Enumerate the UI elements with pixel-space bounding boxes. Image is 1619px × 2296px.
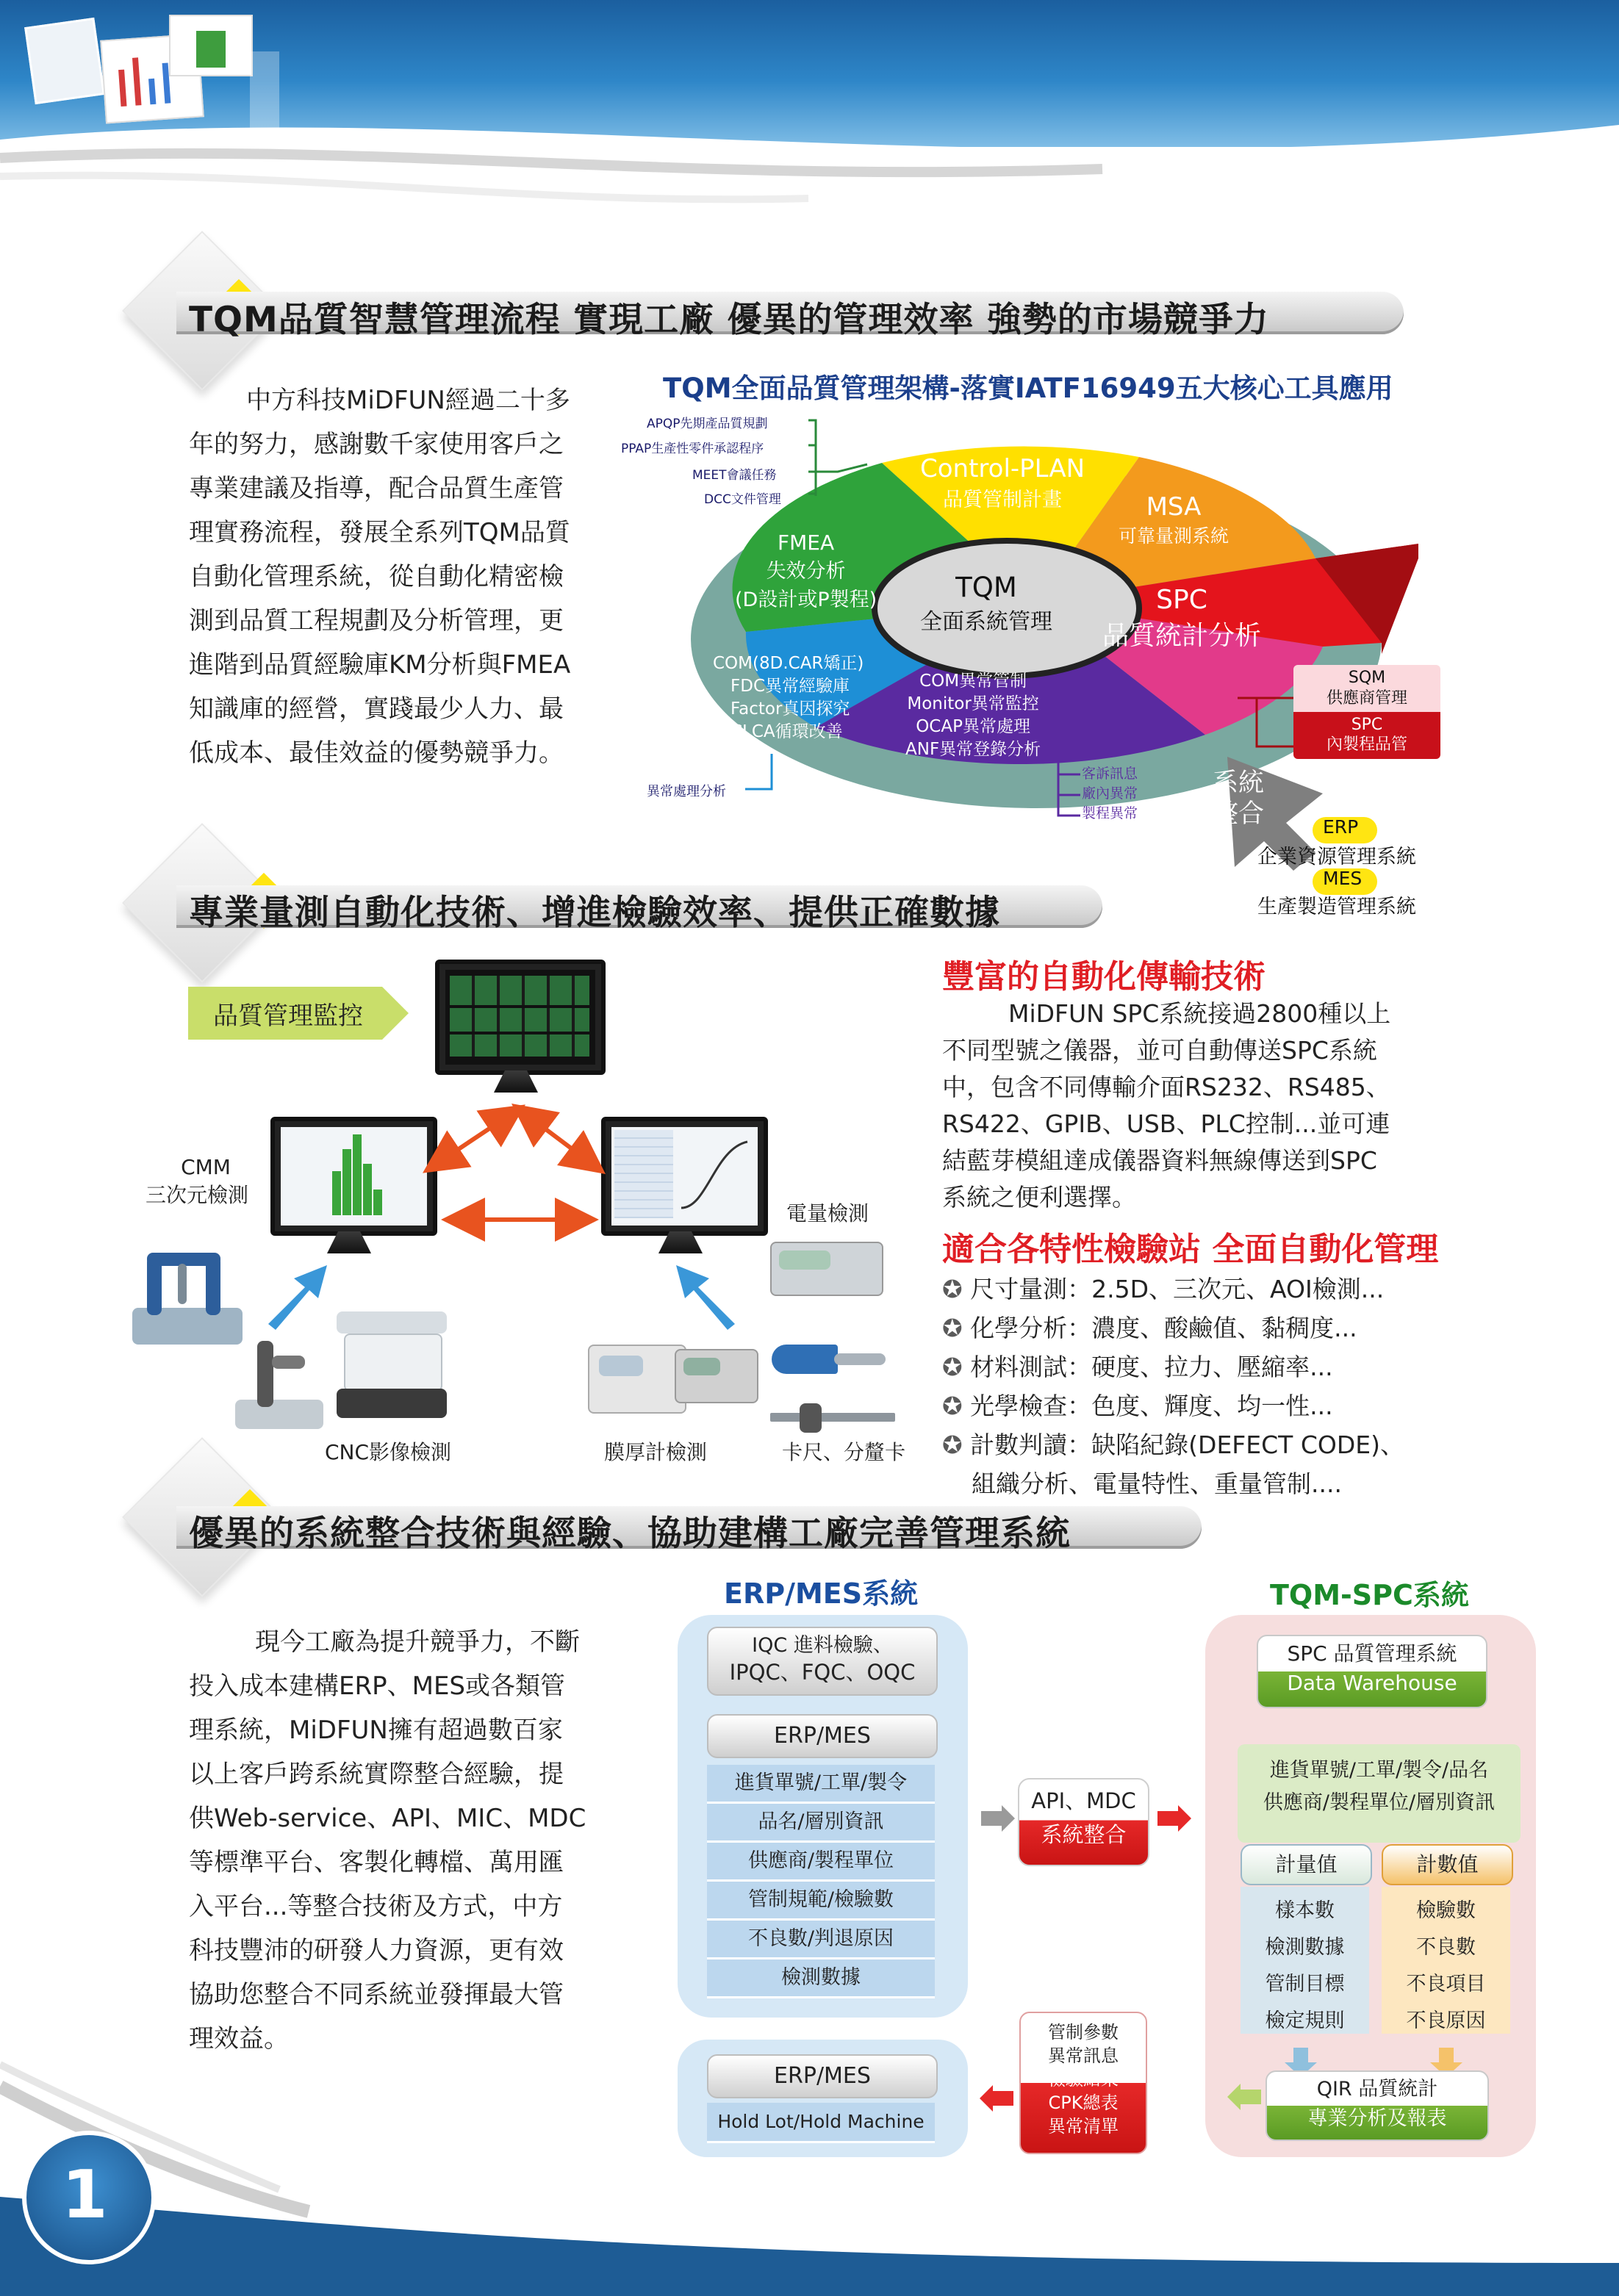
callout-lines-left bbox=[779, 411, 889, 507]
monitor-quality bbox=[435, 960, 606, 1075]
msa-sub: 可靠量測系統 bbox=[1119, 525, 1229, 547]
intro3-line: 入平台...等整合技術及方式，中方 bbox=[189, 1892, 563, 1921]
callout-complaint bbox=[1082, 764, 1138, 824]
film-label: 膜厚計檢測 bbox=[604, 1440, 708, 1464]
mes-desc: 生產製造管理系統 bbox=[1257, 896, 1416, 918]
callout-meet: MEET會議任務 bbox=[692, 468, 777, 483]
tqm-diagram-title: TQM全面品質管理架構-落實IATF16949五大核心工具應用 bbox=[663, 373, 1393, 404]
monitor-film-screen bbox=[611, 1127, 758, 1226]
section1-heading-highlight: TQM bbox=[189, 300, 279, 340]
callout-line-complaint bbox=[1029, 735, 1088, 830]
intro3-line: 供Web-service、API、MIC、MDC bbox=[189, 1804, 586, 1833]
complaint-line: 製程異常 bbox=[1082, 805, 1138, 821]
erp-row: 進貨單號/工單/製令 bbox=[707, 1765, 935, 1804]
transfer-line: RS422、GPIB、USB、PLC控制...並可連 bbox=[942, 1109, 1390, 1138]
section3-intro bbox=[189, 1620, 586, 2061]
arrow-erp-to-api bbox=[980, 1804, 1016, 1833]
attribute-row: 不良項目 bbox=[1406, 1973, 1486, 1995]
intro-line: 理實務流程，發展全系列TQM品質 bbox=[189, 518, 570, 547]
bullet-item bbox=[942, 1309, 1404, 1347]
section2-heading-text: 量測自動化技術、增進檢驗效率、提供正確數據 bbox=[259, 893, 1000, 933]
erp-row: 供應商/製程單位 bbox=[707, 1843, 935, 1882]
transfer-line: MiDFUN SPC系統接過2800種以上 bbox=[1008, 999, 1391, 1028]
info-line: 供應商/製程單位/層別資訊 bbox=[1263, 1791, 1496, 1814]
star-icon: ✪ bbox=[942, 1392, 963, 1420]
complaint-line: 廠內異常 bbox=[1082, 785, 1138, 802]
cnc-vision-image bbox=[329, 1304, 454, 1422]
caliper-image bbox=[770, 1400, 895, 1436]
section3-heading-text: 的系統整合技術與經驗、協助建構工廠完善管理系統 bbox=[259, 1514, 1071, 1554]
cmm-sub: 三次元檢測 bbox=[146, 1183, 249, 1207]
pie-label-com-purple bbox=[905, 670, 1041, 761]
spc-dw-title: SPC 品質管理系統 bbox=[1287, 1641, 1457, 1666]
section1-intro bbox=[189, 378, 570, 775]
intro3-line: 理效益。 bbox=[189, 2024, 289, 2054]
intro3-line: 投入成本建構ERP、MES或各類管 bbox=[189, 1671, 566, 1701]
api-mdc-box bbox=[1018, 1778, 1149, 1866]
iqc-box bbox=[707, 1627, 938, 1696]
banner-chart-image bbox=[29, 7, 279, 132]
cmm-title: CMM bbox=[181, 1155, 231, 1179]
transfer-line: 中，包含不同傳輸介面RS232、RS485、 bbox=[942, 1073, 1390, 1101]
transfer-line: 系統之便利選擇。 bbox=[942, 1183, 1136, 1212]
cnc-label: CNC影像檢測 bbox=[325, 1440, 452, 1464]
info-box bbox=[1238, 1744, 1521, 1843]
intro3-line: 現今工廠為提升競爭力，不斷 bbox=[255, 1627, 580, 1657]
bullet-text: 光學檢查：色度、輝度、均一性... bbox=[970, 1392, 1333, 1420]
erp-row: 品名/層別資訊 bbox=[707, 1804, 935, 1843]
intro-line: 中方科技MiDFUN經過二十多 bbox=[246, 386, 570, 415]
star-icon: ✪ bbox=[942, 1275, 963, 1303]
electric-label: 電量檢測 bbox=[786, 1201, 869, 1226]
pie-label-spc bbox=[1102, 585, 1261, 652]
caliper-label: 卡尺、分釐卡 bbox=[782, 1440, 906, 1464]
erp-label: ERP bbox=[1323, 816, 1359, 838]
com-purple-line: ANF異常登錄分析 bbox=[905, 740, 1041, 759]
transfer-line: 結藍芽模組達成儀器資料無線傳送到SPC bbox=[942, 1146, 1377, 1175]
callout-abnormal: 異常處理分析 bbox=[647, 784, 726, 799]
com-purple-line: OCAP異常處理 bbox=[916, 717, 1030, 736]
intro-line: 自動化管理系統，從自動化精密檢 bbox=[189, 562, 564, 591]
attribute-row: 檢驗數 bbox=[1416, 1899, 1476, 1922]
complaint-line: 客訴訊息 bbox=[1082, 766, 1138, 782]
param-line: 管制參數 bbox=[1048, 2022, 1119, 2043]
hold-row: Hold Lot/Hold Machine bbox=[707, 2103, 935, 2143]
bullet-cont: 組織分析、電量特性、重量管制.... bbox=[972, 1469, 1342, 1498]
power-meter-image bbox=[770, 1234, 880, 1300]
fmea-sub2: (D設計或P製程) bbox=[735, 589, 877, 611]
erp-row: 檢測數據 bbox=[707, 1959, 935, 1998]
variable-row: 檢測數據 bbox=[1265, 1936, 1345, 1959]
star-icon: ✪ bbox=[942, 1353, 963, 1381]
tqm-spc-title: TQM-SPC系統 bbox=[1270, 1579, 1469, 1611]
spc-dw-box bbox=[1257, 1635, 1487, 1708]
spc-dw-sub: Data Warehouse bbox=[1287, 1671, 1457, 1695]
com-purple-line: Monitor異常監控 bbox=[907, 694, 1039, 713]
intro-line: 測到品質工程規劃及分析管理，更 bbox=[189, 606, 564, 636]
bullet-item bbox=[942, 1347, 1404, 1386]
sqm-sub: 供應商管理 bbox=[1326, 689, 1407, 708]
micrometer-image bbox=[764, 1330, 889, 1389]
bullet-text: 化學分析：濃度、酸鹼值、黏稠度... bbox=[970, 1314, 1357, 1342]
data-flow-arrows bbox=[412, 1095, 632, 1242]
bullet-text: 計數判讀：缺陷紀錄(DEFECT CODE)、 bbox=[970, 1430, 1404, 1459]
qir-title: QIR 品質統計 bbox=[1316, 2078, 1438, 2101]
bullet-item bbox=[942, 1386, 1404, 1425]
section3-heading bbox=[189, 1506, 1071, 1555]
com8d-line: CLCA循環改善 bbox=[730, 722, 843, 741]
intro-line: 年的努力，感謝數千家使用客戶之 bbox=[189, 430, 564, 459]
info-line: 進貨單號/工單/製令/品名 bbox=[1269, 1759, 1489, 1782]
star-icon: ✪ bbox=[942, 1430, 963, 1459]
param-line: 異常訊息 bbox=[1048, 2045, 1119, 2066]
erp-system-title: ERP/MES系統 bbox=[724, 1577, 919, 1610]
meter-image bbox=[675, 1342, 763, 1408]
variable-row: 樣本數 bbox=[1275, 1899, 1335, 1922]
pie-label-fmea bbox=[735, 530, 877, 612]
sqm-box bbox=[1293, 665, 1440, 713]
callout-dcc: DCC文件管理 bbox=[704, 492, 781, 507]
spc-sub: 品質統計分析 bbox=[1102, 621, 1262, 651]
station-heading: 適合各特性檢驗站 全面自動化管理 bbox=[942, 1231, 1439, 1268]
iqc-line: IPQC、FQC、OQC bbox=[729, 1660, 916, 1685]
integration-label bbox=[1213, 768, 1264, 829]
monitor-quality-screen bbox=[445, 970, 595, 1065]
control-plan-sub: 品質管制計畫 bbox=[943, 489, 1063, 511]
transfer-heading: 豐富的自動化傳輸技術 bbox=[942, 958, 1266, 996]
blue-arrow-left bbox=[261, 1258, 334, 1331]
footer-band bbox=[0, 2043, 1619, 2296]
param-line: CPK總表 bbox=[1048, 2092, 1119, 2113]
com8d-line: Factor真因探究 bbox=[730, 699, 850, 719]
bullet-item bbox=[942, 1270, 1404, 1309]
param-line: 異常清單 bbox=[1048, 2116, 1119, 2137]
msa-title: MSA bbox=[1146, 492, 1202, 522]
intro-line: 進階到品質經驗庫KM分析與FMEA bbox=[189, 650, 571, 680]
erp-mes-header-2: ERP/MES bbox=[707, 2054, 938, 2098]
center-sub: 全面系統管理 bbox=[920, 609, 1052, 635]
center-title: TQM bbox=[955, 572, 1017, 603]
intro-line: 知識庫的經營，實踐最少人力、最 bbox=[189, 694, 564, 724]
mes-label: MES bbox=[1323, 868, 1363, 889]
page-number: 1 bbox=[62, 2156, 108, 2234]
attribute-row: 不良數 bbox=[1416, 1936, 1476, 1959]
intro3-line: 以上客戶跨系統實際整合經驗，提 bbox=[189, 1760, 564, 1789]
param-line: 檢驗結果 bbox=[1048, 2069, 1119, 2090]
com8d-line: FDC異常經驗庫 bbox=[730, 677, 850, 696]
arrow-api-to-spc bbox=[1156, 1804, 1193, 1833]
attribute-header: 計數值 bbox=[1382, 1844, 1513, 1885]
star-icon: ✪ bbox=[942, 1314, 963, 1342]
callout-apqp: APQP先期產品質規劃 bbox=[647, 417, 768, 431]
bullet-text: 尺寸量測：2.5D、三次元、AOI檢測... bbox=[970, 1275, 1385, 1303]
fmea-title: FMEA bbox=[778, 530, 835, 555]
callout-ppap: PPAP生產性零件承認程序 bbox=[621, 442, 764, 456]
spc-title: SPC bbox=[1156, 585, 1207, 615]
station-bullets bbox=[942, 1270, 1404, 1503]
intro-line: 專業建議及指導，配合品質生產管 bbox=[189, 474, 564, 503]
section3-heading-highlight: 優異 bbox=[189, 1514, 259, 1554]
attribute-row: 不良原因 bbox=[1406, 2009, 1486, 2032]
pie-label-com8d bbox=[713, 652, 864, 744]
variable-row: 管制目標 bbox=[1265, 1973, 1345, 1995]
cmm-label bbox=[146, 1154, 249, 1209]
erp-mes-header: ERP/MES bbox=[707, 1714, 938, 1758]
api-sub: 系統整合 bbox=[1041, 1822, 1127, 1847]
com-purple-line: COM異常管制 bbox=[919, 672, 1027, 691]
bullet-text: 材料測試：硬度、拉力、壓縮率... bbox=[970, 1353, 1333, 1381]
section2-heading-highlight: 專業 bbox=[189, 893, 259, 933]
pie-label-control-plan bbox=[920, 454, 1085, 512]
spc-box-title: SPC bbox=[1351, 716, 1383, 734]
transfer-line: 不同型號之儀器，並可自動傳送SPC系統 bbox=[942, 1036, 1377, 1065]
integration-line: 整合 bbox=[1213, 799, 1265, 829]
section1-heading-text: 品質智慧管理流程 實現工廠 優異的管理效率 強勢的市場競爭力 bbox=[278, 300, 1269, 340]
erp-row: 管制規範/檢驗數 bbox=[707, 1882, 935, 1921]
variable-header: 計量值 bbox=[1241, 1844, 1372, 1885]
erp-desc: 企業資源管理系統 bbox=[1257, 846, 1416, 868]
sqm-title: SQM bbox=[1348, 669, 1386, 687]
section2-heading bbox=[189, 885, 1000, 935]
intro3-line: 理系統，MiDFUN擁有超過數百家 bbox=[189, 1716, 563, 1745]
iqc-line: IQC 進料檢驗、 bbox=[752, 1634, 893, 1657]
qir-sub: 專業分析及報表 bbox=[1307, 2107, 1447, 2130]
monitor-cmm-screen bbox=[281, 1127, 427, 1226]
intro3-line: 等標準平台、客製化轉檔、萬用匯 bbox=[189, 1848, 564, 1877]
intro3-line: 科技豐沛的研發人力資源，更有效 bbox=[189, 1936, 564, 1965]
blue-arrow-right bbox=[669, 1258, 742, 1331]
callout-line-sqm bbox=[1235, 676, 1301, 757]
api-title: API、MDC bbox=[1031, 1788, 1136, 1813]
monitor-label: 品質管理監控 bbox=[213, 1001, 363, 1031]
spc-box-sub: 內製程品管 bbox=[1326, 735, 1407, 754]
transfer-paragraph bbox=[942, 996, 1390, 1216]
bullet-item bbox=[942, 1425, 1404, 1464]
integration-line: 系統 bbox=[1213, 769, 1265, 798]
intro-line: 低成本、最佳效益的優勢競爭力。 bbox=[189, 738, 564, 768]
intro3-line: 協助您整合不同系統並發揮最大管 bbox=[189, 1980, 564, 2009]
control-plan-title: Control-PLAN bbox=[920, 454, 1085, 483]
section1-heading bbox=[189, 292, 1269, 342]
pie-label-msa bbox=[1119, 492, 1229, 548]
pie-label-center bbox=[920, 572, 1052, 636]
callout-line-abnormal bbox=[742, 749, 801, 793]
microscope-image bbox=[213, 1334, 331, 1436]
erp-row: 不良數/判退原因 bbox=[707, 1921, 935, 1959]
fmea-sub1: 失效分析 bbox=[766, 560, 846, 583]
variable-row: 檢定規則 bbox=[1265, 2009, 1345, 2032]
com8d-line: COM(8D.CAR矯正) bbox=[713, 654, 864, 673]
